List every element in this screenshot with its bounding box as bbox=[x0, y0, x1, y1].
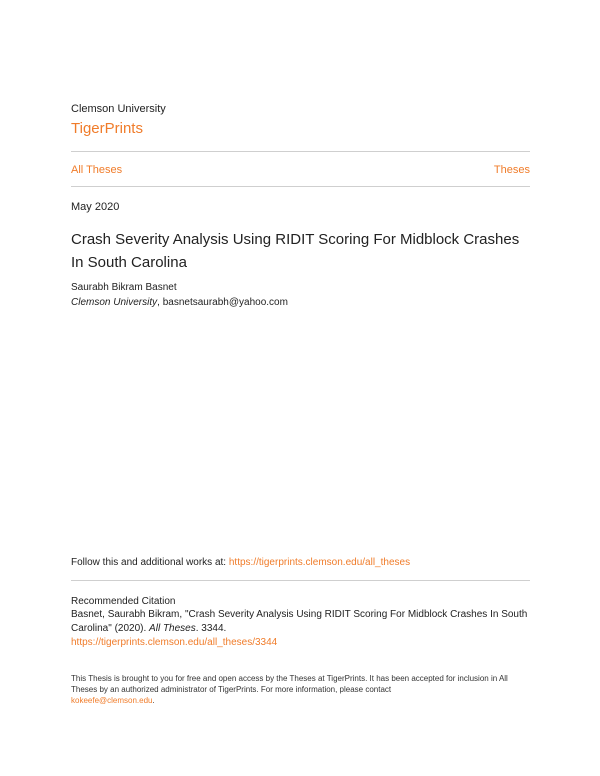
university-name: Clemson University bbox=[71, 103, 166, 115]
author-name: Saurabh Bikram Basnet bbox=[71, 282, 177, 293]
affiliation-separator: , bbox=[157, 297, 163, 308]
follow-url-link[interactable]: https://tigerprints.clemson.edu/all_theses bbox=[228, 557, 411, 568]
recommended-citation-heading: Recommended Citation bbox=[71, 596, 176, 607]
author-affiliation bbox=[71, 297, 288, 308]
citation-text: Basnet, Saurabh Bikram, "Crash Severity Analysis Using RIDIT Scoring For Midblock Crashes In South Carolina" (2020). bbox=[71, 609, 528, 634]
contact-email-link[interactable]: kokeefe@clemson.edu bbox=[71, 696, 153, 705]
follow-text: Follow this and additional works at: bbox=[71, 557, 229, 568]
repository-link[interactable]: TigerPrints bbox=[71, 120, 143, 137]
citation-series: All Theses bbox=[149, 623, 196, 634]
theses-link[interactable]: Theses bbox=[493, 164, 530, 176]
thesis-title: Crash Severity Analysis Using RIDIT Scoring For Midblock Crashes In South Carolina bbox=[71, 231, 520, 271]
divider-top bbox=[71, 151, 530, 152]
divider-citation bbox=[71, 580, 530, 581]
citation-number: . 3344. bbox=[195, 623, 227, 634]
affiliation-name: Clemson University bbox=[71, 297, 158, 308]
notice-text: This Thesis is brought to you for free and open access by the Theses at TigerPrints. It has been accepted for inclusion in All Theses by an authorized administrator of TigerPrints. For more information, please contact bbox=[71, 674, 508, 694]
access-notice bbox=[71, 673, 531, 706]
divider-nav bbox=[71, 186, 530, 187]
citation-block bbox=[71, 608, 531, 650]
follow-line bbox=[71, 557, 410, 568]
publication-date: May 2020 bbox=[71, 201, 120, 213]
notice-end: . bbox=[152, 696, 155, 705]
citation-url-link[interactable]: https://tigerprints.clemson.edu/all_theses/3344 bbox=[71, 637, 278, 648]
author-email: basnetsaurabh@yahoo.com bbox=[162, 297, 288, 308]
all-theses-link[interactable]: All Theses bbox=[71, 164, 123, 176]
